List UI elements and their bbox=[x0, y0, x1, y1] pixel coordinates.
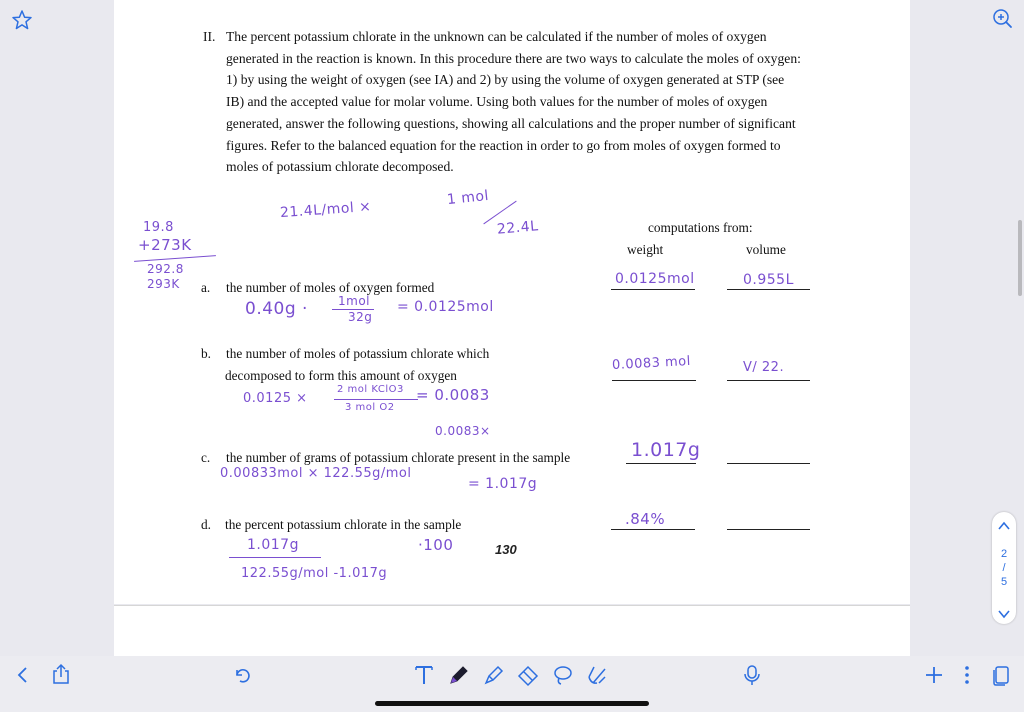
hw-calc-d-denominator: 122.55g/mol -1.017g bbox=[241, 566, 388, 581]
hw-calc-b-left: 0.0125 × bbox=[243, 391, 308, 406]
answer-a-volume-blank bbox=[727, 289, 810, 290]
hw-calc-c-result: = 1.017g bbox=[468, 476, 538, 492]
answer-a-weight-blank bbox=[611, 289, 695, 290]
hw-temp-celsius: 19.8 bbox=[143, 220, 174, 235]
hw-calc-d-fraction-bar bbox=[229, 557, 321, 558]
page-number: 130 bbox=[495, 542, 517, 557]
question-b-text-line1: the number of moles of potassium chlorate which bbox=[226, 346, 490, 361]
hw-calc-b-numerator: 2 mol KClO3 bbox=[337, 384, 404, 395]
answer-b-weight-blank bbox=[612, 380, 696, 381]
zoom-in-icon[interactable] bbox=[990, 6, 1014, 34]
shapes-tool-icon[interactable] bbox=[585, 663, 609, 691]
hw-calc-a-numerator: 1mol bbox=[338, 294, 370, 308]
hw-calc-b-result: = 0.0083 bbox=[416, 386, 490, 404]
hw-answer-d-weight: .84% bbox=[625, 510, 666, 528]
volume-column-header: volume bbox=[746, 242, 786, 257]
question-a-letter: a. bbox=[201, 280, 211, 295]
hw-calc-a-mass: 0.40g · bbox=[245, 299, 308, 319]
hw-answer-c-weight: 1.017g bbox=[631, 439, 701, 461]
question-c-letter: c. bbox=[201, 450, 211, 465]
hw-temp-rounded: 293K bbox=[147, 277, 180, 291]
hw-22-4-liters: 22.4L bbox=[496, 218, 540, 238]
total-pages: 5 bbox=[1000, 576, 1008, 588]
add-icon[interactable] bbox=[923, 664, 945, 690]
hw-calc-a-denominator: 32g bbox=[348, 310, 373, 324]
highlighter-tool-icon[interactable] bbox=[482, 663, 506, 691]
current-page: 2 bbox=[1000, 548, 1008, 560]
question-b-letter: b. bbox=[201, 346, 211, 361]
hw-calc-d-multiplier: ·100 bbox=[418, 536, 454, 554]
problem-text: The percent potassium chlorate in the unknown can be calculated if the number of moles of oxygen generated in the reaction is known. In this procedure there are two ways to calculate the moles of oxygen: 1) by using the weight of oxygen (see IA) and 2) by using the volume of oxygen generated at STP (see IB) and the accepted value for molar volume. Using both values for the number of moles of oxygen generated, answer the following questions, showing all calculations and the proper number of significant figures. Refer to the balanced equation for the reaction in order to go from moles of oxygen formed to moles of potassium chlorate decomposed. bbox=[226, 29, 801, 175]
answer-d-weight-blank bbox=[611, 529, 695, 530]
question-d-letter: d. bbox=[201, 517, 211, 532]
previous-page-button[interactable] bbox=[997, 517, 1011, 536]
next-page-preview bbox=[114, 605, 910, 657]
hw-answer-b-weight: 0.0083 mol bbox=[611, 353, 692, 374]
weight-column-header: weight bbox=[627, 242, 664, 257]
page-view-icon[interactable] bbox=[989, 663, 1013, 691]
bookmark-star-icon[interactable] bbox=[10, 8, 34, 36]
lasso-tool-icon[interactable] bbox=[551, 663, 575, 691]
question-a-text: the number of moles of oxygen formed bbox=[226, 280, 435, 295]
question-b-text-line2: decomposed to form this amount of oxygen bbox=[225, 368, 457, 383]
hw-calc-b-extra: 0.0083× bbox=[435, 424, 491, 438]
pen-tool-icon[interactable] bbox=[447, 663, 471, 691]
computations-header: computations from: bbox=[648, 220, 753, 235]
answer-b-volume-blank bbox=[727, 380, 810, 381]
page-separator: / bbox=[1002, 562, 1006, 574]
hw-answer-a-weight: 0.0125mol bbox=[615, 271, 695, 287]
hw-calc-b-denominator: 3 mol O2 bbox=[345, 402, 395, 413]
next-page-button[interactable] bbox=[997, 605, 1011, 624]
text-tool-icon[interactable] bbox=[412, 663, 436, 691]
hw-calc-b-fraction-bar bbox=[334, 399, 418, 400]
question-d-text: the percent potassium chlorate in the sample bbox=[225, 517, 462, 532]
scrollbar[interactable] bbox=[1018, 220, 1022, 296]
back-icon[interactable] bbox=[12, 664, 34, 690]
hw-calc-c: 0.00833mol × 122.55g/mol bbox=[220, 466, 412, 481]
share-icon[interactable] bbox=[50, 662, 72, 690]
hw-answer-a-volume: 0.955L bbox=[743, 272, 794, 288]
hw-temp-sum: 292.8 bbox=[147, 262, 184, 276]
eraser-tool-icon[interactable] bbox=[516, 663, 540, 691]
page-navigator bbox=[992, 512, 1016, 624]
problem-number: II. bbox=[203, 29, 216, 44]
answer-d-volume-blank bbox=[727, 529, 810, 530]
hw-one-mol: 1 mol bbox=[446, 187, 490, 209]
answer-c-volume-blank bbox=[727, 463, 810, 464]
home-indicator[interactable] bbox=[375, 701, 649, 706]
more-options-icon[interactable] bbox=[957, 664, 977, 690]
hw-calc-d-numerator: 1.017g bbox=[247, 537, 299, 553]
microphone-icon[interactable] bbox=[741, 663, 763, 691]
hw-molar-volume: 21.4L/mol × bbox=[279, 198, 372, 222]
answer-c-weight-blank bbox=[626, 463, 696, 464]
hw-calc-a-result: = 0.0125mol bbox=[397, 299, 494, 315]
hw-temp-add: +273K bbox=[138, 236, 192, 254]
hw-answer-b-volume: V/ 22. bbox=[743, 360, 785, 375]
question-c-text: the number of grams of potassium chlorate present in the sample bbox=[226, 450, 571, 465]
undo-icon[interactable] bbox=[231, 664, 253, 690]
